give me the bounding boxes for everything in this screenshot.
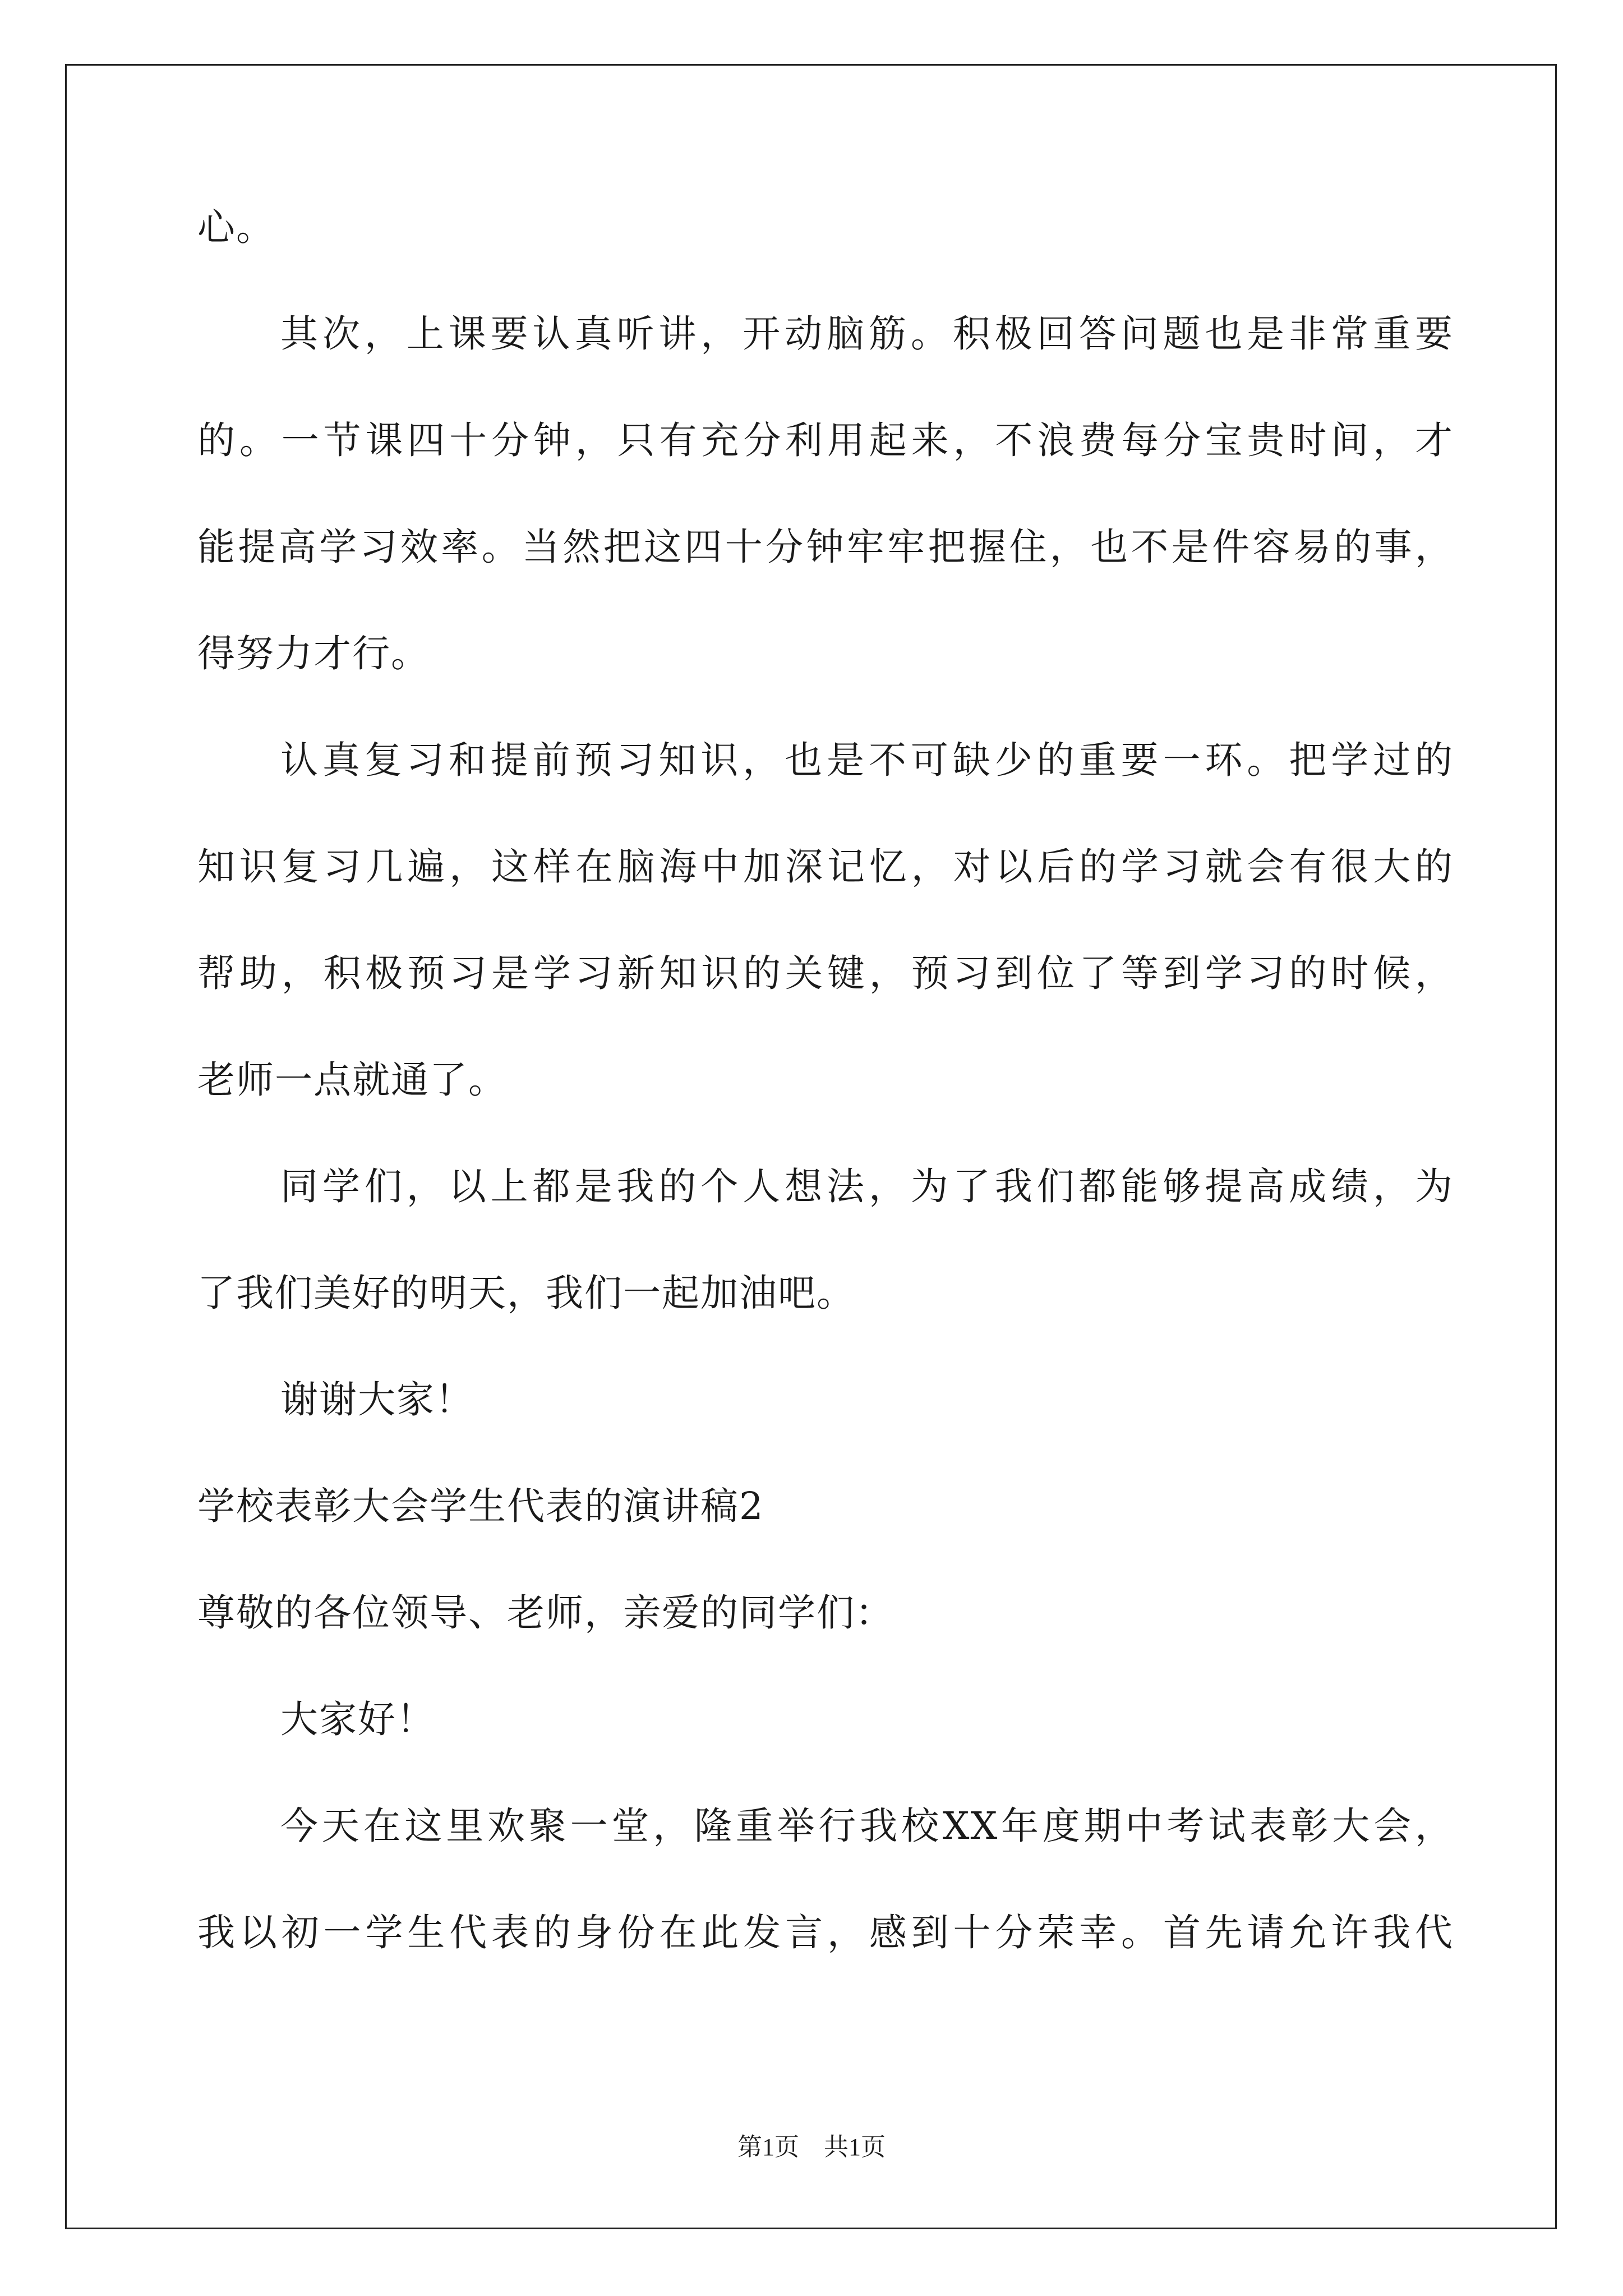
page-number-footer: 第1页 共1页 <box>737 2133 886 2161</box>
text-line: 得努力才行。 <box>197 632 430 675</box>
greeting: 大家好！ <box>280 1697 435 1741</box>
text-line: 帮助，积极预习是学习新知识的关键，预习到位了等到学习的时候， <box>197 951 1454 995</box>
page-border <box>65 64 1557 2229</box>
paragraph-line: 谢谢大家！ <box>280 1378 474 1421</box>
text-line: 能提高学习效率。当然把这四十分钟牢牢把握住，也不是件容易的事， <box>197 525 1454 569</box>
text-line: 了我们美好的明天，我们一起加油吧。 <box>197 1271 855 1315</box>
paragraph-line: 今天在这里欢聚一堂，隆重举行我校XX年度期中考试表彰大会， <box>280 1804 1454 1848</box>
text-line: 知识复习几遍，这样在脑海中加深记忆，对以后的学习就会有很大的 <box>197 845 1454 889</box>
text-line: 我以初一学生代表的身份在此发言，感到十分荣幸。首先请允许我代 <box>197 1911 1454 1954</box>
text-line: 老师一点就通了。 <box>197 1058 507 1102</box>
paragraph-line: 认真复习和提前预习知识，也是不可缺少的重要一环。把学过的 <box>280 738 1454 782</box>
text-line: 心。 <box>197 205 275 249</box>
paragraph-line: 其次，上课要认真听讲，开动脑筋。积极回答问题也是非常重要 <box>280 312 1454 356</box>
salutation: 尊敬的各位领导、老师，亲爱的同学们： <box>197 1591 894 1635</box>
paragraph-line: 同学们，以上都是我的个人想法，为了我们都能够提高成绩，为 <box>280 1165 1454 1208</box>
text-line: 的。一节课四十分钟，只有充分利用起来，不浪费每分宝贵时间，才 <box>197 418 1454 462</box>
section-title: 学校表彰大会学生代表的演讲稿2 <box>197 1484 764 1528</box>
